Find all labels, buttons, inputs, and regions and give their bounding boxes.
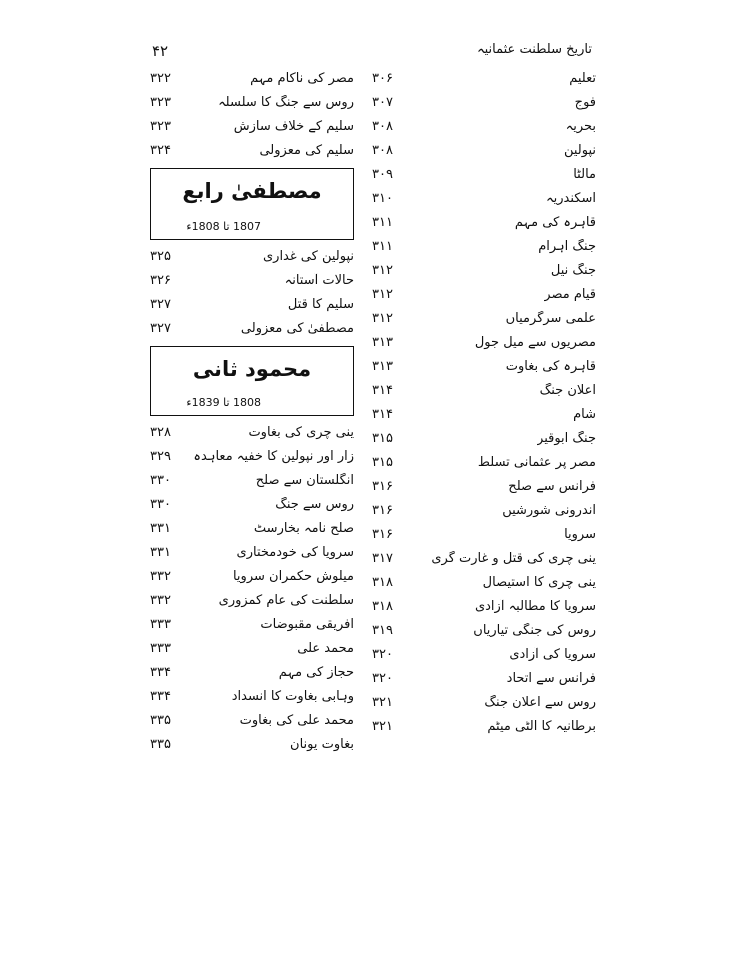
toc-entry-title: برطانیہ کا الٹی میٹم — [487, 718, 596, 734]
toc-entry-page: ۳۲۴ — [150, 142, 171, 158]
toc-entry — [150, 492, 354, 516]
toc-entry-page: ۳۱۰ — [372, 190, 393, 206]
toc-entry — [372, 138, 596, 162]
running-head: تاریخ سلطنت عثمانیہ — [477, 42, 592, 57]
toc-entry-title: جنگ ابوقیر — [537, 430, 596, 446]
toc-entry-page: ۳۲۰ — [372, 646, 393, 662]
toc-entry-page: ۳۰۹ — [372, 166, 393, 182]
toc-entry — [372, 570, 596, 594]
toc-entry-page: ۳۲۱ — [372, 718, 393, 734]
section-box-mustafa-iv — [150, 168, 354, 240]
toc-entry-title: زار اور نپولین کا خفیہ معاہدہ — [193, 448, 354, 464]
toc-entry — [150, 66, 354, 90]
reign-years: 1807 تا 1808ء — [186, 220, 261, 233]
toc-entry-title: نپولین — [563, 142, 596, 158]
toc-entry — [372, 666, 596, 690]
toc-entry-page: ۳۱۶ — [372, 526, 393, 542]
toc-entry-page: ۳۳۴ — [150, 664, 171, 680]
toc-entry — [372, 330, 596, 354]
toc-entry — [372, 66, 596, 90]
toc-right-column — [372, 66, 596, 738]
toc-entry-title: تعلیم — [569, 70, 596, 86]
toc-entry-page: ۳۳۰ — [150, 496, 171, 512]
toc-entry-page: ۳۱۱ — [372, 214, 393, 230]
toc-entry — [372, 714, 596, 738]
toc-entry-title: روس سے اعلان جنگ — [484, 694, 596, 710]
toc-entry-page: ۳۰۸ — [372, 142, 393, 158]
toc-entry — [372, 210, 596, 234]
reign-years: 1808 تا 1839ء — [186, 396, 261, 409]
toc-entry-page: ۳۳۴ — [150, 688, 171, 704]
toc-entry-page: ۳۲۵ — [150, 248, 171, 264]
toc-entry-page: ۳۱۹ — [372, 622, 393, 638]
toc-entry — [150, 708, 354, 732]
toc-entry — [372, 402, 596, 426]
toc-entry — [372, 642, 596, 666]
toc-entry — [150, 684, 354, 708]
toc-entry — [150, 138, 354, 162]
toc-entry-page: ۳۰۸ — [372, 118, 393, 134]
toc-entry — [372, 690, 596, 714]
toc-entry-title: جنگ اہرام — [538, 238, 596, 254]
toc-entry-title: افریقی مقبوضات — [260, 616, 354, 632]
toc-entry — [150, 90, 354, 114]
toc-entry-page: ۳۰۷ — [372, 94, 393, 110]
toc-entry — [150, 732, 354, 756]
toc-entry — [372, 450, 596, 474]
toc-entry — [372, 234, 596, 258]
toc-entry-page: ۳۱۴ — [372, 382, 393, 398]
toc-entry — [150, 468, 354, 492]
toc-entry — [372, 498, 596, 522]
toc-entry-title: روس کی جنگی تیاریاں — [473, 622, 596, 638]
toc-entry-title: محمد علی کی بغاوت — [239, 712, 354, 728]
toc-entry-title: میلوش حکمران سرویا — [232, 568, 354, 584]
toc-entry-page: ۳۱۶ — [372, 478, 393, 494]
toc-left-column — [150, 66, 354, 756]
section-title: محمود ثانی — [192, 357, 312, 381]
toc-entry-title: قاہرہ کی مہم — [514, 214, 596, 230]
toc-entry-page: ۳۱۶ — [372, 502, 393, 518]
toc-entry-page: ۳۳۵ — [150, 712, 171, 728]
toc-entry-page: ۳۲۳ — [150, 118, 171, 134]
toc-entry — [150, 316, 354, 340]
toc-entry-title: بحریہ — [565, 118, 596, 134]
toc-entry — [372, 426, 596, 450]
toc-entry-title: فرانس سے اتحاد — [506, 670, 596, 686]
toc-entry — [372, 474, 596, 498]
toc-entry-page: ۳۱۴ — [372, 406, 393, 422]
toc-entry-page: ۳۲۲ — [150, 70, 171, 86]
toc-entry-page: ۳۳۱ — [150, 544, 171, 560]
toc-entry-page: ۳۲۳ — [150, 94, 171, 110]
toc-entry — [150, 268, 354, 292]
toc-entry-page: ۳۰۶ — [372, 70, 393, 86]
toc-entry-page: ۳۱۵ — [372, 454, 393, 470]
toc-entry-page: ۳۱۸ — [372, 598, 393, 614]
toc-entry-title: قاہرہ کی بغاوت — [505, 358, 596, 374]
toc-entry-page: ۳۲۶ — [150, 272, 171, 288]
toc-entry-title: فوج — [574, 94, 596, 110]
toc-entry-title: اندرونی شورشیں — [502, 502, 596, 518]
section-title: مصطفیٰ رابع — [182, 179, 322, 203]
toc-entry-title: شام — [573, 406, 596, 422]
toc-entry — [150, 420, 354, 444]
toc-entry — [150, 444, 354, 468]
toc-entry-title: روس سے جنگ — [275, 496, 354, 512]
toc-entry — [150, 540, 354, 564]
toc-entry — [150, 114, 354, 138]
toc-entry — [372, 354, 596, 378]
toc-entry-title: ینی چری کی قتل و غارت گری — [431, 550, 596, 566]
toc-entry-title: صلح نامہ بخارسٹ — [253, 520, 354, 536]
toc-entry-title: سرویا کا مطالبہ آزادی — [474, 598, 596, 614]
toc-entry — [372, 186, 596, 210]
toc-entry-title: سرویا کی خودمختاری — [236, 544, 354, 560]
toc-entry-title: سرویا کی آزادی — [509, 646, 596, 662]
toc-entry — [150, 588, 354, 612]
toc-entry-title: حالات آستانہ — [284, 272, 354, 288]
toc-entry-page: ۳۲۷ — [150, 296, 171, 312]
toc-entry-title: وہابی بغاوت کا انسداد — [231, 688, 354, 704]
toc-entry-title: اعلان جنگ — [539, 382, 596, 398]
toc-entry-title: مصطفیٰ کی معزولی — [240, 320, 354, 336]
toc-entry — [372, 546, 596, 570]
toc-entry-title: انگلستان سے صلح — [255, 472, 354, 488]
toc-entry-page: ۳۳۰ — [150, 472, 171, 488]
toc-entry-title: سلیم کے خلاف سازش — [233, 118, 354, 134]
toc-entry — [372, 114, 596, 138]
toc-entry-page: ۳۲۱ — [372, 694, 393, 710]
toc-entry — [150, 612, 354, 636]
toc-entry-page: ۳۳۱ — [150, 520, 171, 536]
toc-entry-title: جنگ نیل — [550, 262, 596, 278]
toc-entry-page: ۳۱۵ — [372, 430, 393, 446]
toc-entry-title: فرانس سے صلح — [508, 478, 596, 494]
toc-entry — [372, 522, 596, 546]
toc-entry-page: ۳۳۵ — [150, 736, 171, 752]
toc-entry — [150, 660, 354, 684]
toc-entry-page: ۳۲۰ — [372, 670, 393, 686]
toc-entry-title: سلیم کا قتل — [287, 296, 354, 312]
toc-entry — [150, 292, 354, 316]
toc-entry — [372, 258, 596, 282]
toc-entry-title: سرویا — [564, 526, 596, 542]
toc-entry-title: ینی چری کا استیصال — [482, 574, 596, 590]
toc-entry — [150, 636, 354, 660]
toc-entry-title: سلیم کی معزولی — [259, 142, 354, 158]
toc-entry-page: ۳۳۳ — [150, 616, 171, 632]
toc-entry-title: ینی چری کی بغاوت — [248, 424, 354, 440]
toc-entry — [372, 618, 596, 642]
page-number: ۴۲ — [152, 42, 169, 60]
toc-entry-page: ۳۲۷ — [150, 320, 171, 336]
toc-entry-title: مصریوں سے میل جول — [474, 334, 596, 350]
toc-entry — [372, 90, 596, 114]
toc-entry — [372, 282, 596, 306]
toc-entry-title: بغاوت یونان — [290, 736, 354, 752]
toc-entry-title: مالٹا — [573, 166, 596, 182]
toc-entry-page: ۳۱۷ — [372, 550, 393, 566]
toc-entry-page: ۳۱۳ — [372, 358, 393, 374]
toc-entry-page: ۳۳۲ — [150, 592, 171, 608]
section-box-mahmud-ii — [150, 346, 354, 416]
toc-entry-title: سلطنت کی عام کمزوری — [218, 592, 354, 608]
toc-entry — [150, 516, 354, 540]
toc-entry-title: اسکندریہ — [546, 190, 596, 206]
toc-entry-title: نپولین کی غداری — [262, 248, 354, 264]
toc-entry-page: ۳۱۲ — [372, 262, 393, 278]
toc-entry — [372, 162, 596, 186]
toc-entry-page: ۳۳۲ — [150, 568, 171, 584]
toc-entry-title: مصر کی ناکام مہم — [250, 70, 354, 86]
toc-entry-page: ۳۱۸ — [372, 574, 393, 590]
toc-entry-page: ۳۲۹ — [150, 448, 171, 464]
toc-entry — [372, 378, 596, 402]
toc-entry-page: ۳۱۲ — [372, 286, 393, 302]
toc-entry-title: روس سے جنگ کا سلسلہ — [218, 94, 354, 110]
toc-entry-title: حجاز کی مہم — [278, 664, 354, 680]
toc-entry-page: ۳۳۳ — [150, 640, 171, 656]
toc-entry-page: ۳۱۳ — [372, 334, 393, 350]
toc-entry-title: قیام مصر — [544, 286, 596, 302]
toc-entry — [150, 244, 354, 268]
toc-entry-title: محمد علی — [297, 640, 354, 656]
toc-entry-title: علمی سرگرمیاں — [505, 310, 596, 326]
toc-entry — [372, 594, 596, 618]
toc-entry — [150, 564, 354, 588]
toc-entry-page: ۳۱۲ — [372, 310, 393, 326]
toc-entry-title: مصر پر عثمانی تسلط — [477, 454, 596, 470]
toc-entry-page: ۳۱۱ — [372, 238, 393, 254]
toc-entry-page: ۳۲۸ — [150, 424, 171, 440]
toc-entry — [372, 306, 596, 330]
